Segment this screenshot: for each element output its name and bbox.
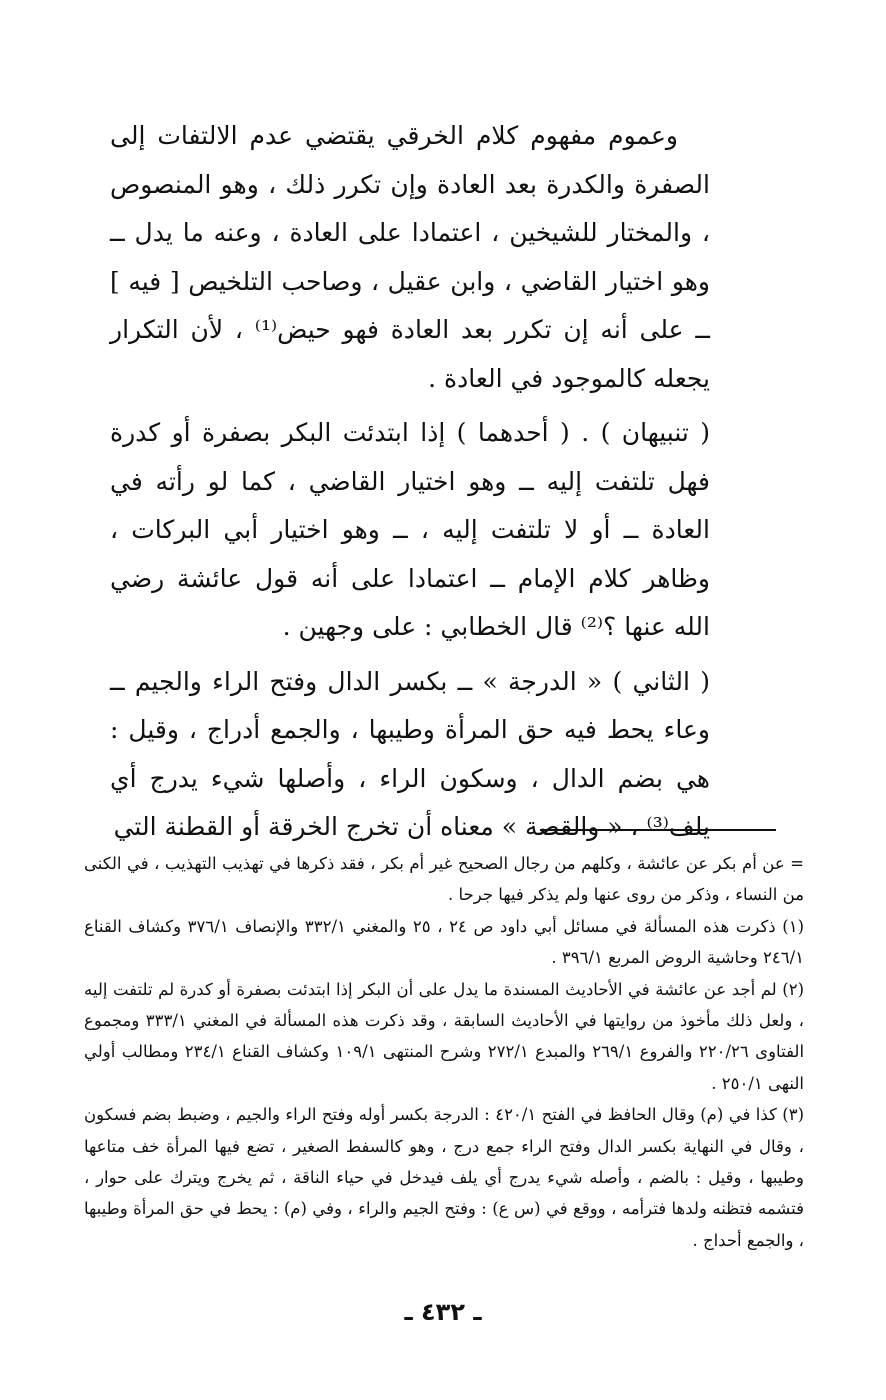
footnote-continued: = عن أم بكر عن عائشة ، وكلهم من رجال الصحيح غير أم بكر ، فقد ذكرها في تهذيب التهذيب ، في الكنى من النساء ، وذكر من روى عنها ولم يذكر فيها جرحا . [84, 854, 804, 905]
footnotes-section [84, 848, 804, 1256]
footnote-3: (٣) كذا في (م) وقال الحافظ في الفتح ٤٢٠/١ : الدرجة بكسر أوله وفتح الراء والجيم ، وضبط بضم فسكون ، وقال في النهاية بكسر الدال وفتح الراء جمع درج ، وهو كالسفط الصغير ، تضع فيها المرأة خف متاعها وطيبها ، وقيل : بالضم ، وأصله شيء يدرج أي يلف فيدخل في حياء الناقة ، ثم يخرج ويترك على حوار ، فتشمه فتظنه ولدها فترأمه ، ووقع في (س ع) : وفتح الجيم والراء ، وفي (م) : يحط في حق المرأة وطيبها ، والجمع أحداج . [84, 1105, 804, 1250]
paragraph-tanbihan-first: ( تنبيهان ) . ( أحدهما ) إذا ابتدئت البكر بصفرة أو كدرة فهل تلتفت إليه ــ وهو اختيار القاضي ، كما لو رأته في العادة ــ أو لا تلتفت إليه ، ــ وهو اختيار أبي البركات ، وظاهر كلام الإمام ــ اعتمادا على أنه قول عائشة رضي الله عنها ؟⁽²⁾ قال الخطابي : على وجهين . [110, 418, 710, 641]
footnote-separator-rule [540, 829, 776, 831]
paragraph-mafhum-kalam-al-khiraqi: وعموم مفهوم كلام الخرقي يقتضي عدم الالتفات إلى الصفرة والكدرة بعد العادة وإن تكرر ذلك ، وهو المنصوص ، والمختار للشيخين ، اعتمادا على العادة ، وعنه ما يدل ــ وهو اختيار القاضي ، وابن عقيل ، وصاحب التلخيص [ فيه ] ــ على أنه إن تكرر بعد العادة فهو حيض⁽¹⁾ ، لأن التكرار يجعله كالموجود في العادة . [110, 121, 710, 393]
page-number: ـ ٤٣٢ ـ [404, 1298, 482, 1326]
main-text-body [110, 112, 710, 858]
footnote-2: (٢) لم أجد عن عائشة في الأحاديث المسندة ما يدل على أن البكر إذا ابتدئت بصفرة أو كدرة لم تلتفت إليه ، ولعل ذلك مأخوذ من روايتها في الأحاديث السابقة ، وقد ذكرت هذه المسألة في المغني ٣٣٣/١ ومجموع الفتاوى ٢٢٠/٢٦ والفروع ٢٦٩/١ والمبدع ٢٧٢/١ وشرح المنتهى ١٠٩/١ وكشاف القناع ٢٣٤/١ ومطالب أولي النهى ٢٥٠/١ . [84, 979, 805, 1093]
paragraph-tanbihan-second: ( الثاني ) « الدرجة » ــ بكسر الدال وفتح الراء والجيم ــ وعاء يحط فيه حق المرأة وطيبها ، والجمع أدراج ، وقيل : هي بضم الدال ، وسكون الراء ، وأصلها شيء يدرج أي يلف⁽³⁾ ، « والقصة » معناه أن تخرج الخرقة أو القطنة التي [110, 666, 710, 841]
footnote-1: (١) ذكرت هذه المسألة في مسائل أبي داود ص ٢٤ ، ٢٥ والمغني ٣٣٢/١ والإنصاف ٣٧٦/١ وكشاف القناع ٢٤٦/١ وحاشية الروض المربع ٣٩٦/١ . [84, 916, 804, 968]
